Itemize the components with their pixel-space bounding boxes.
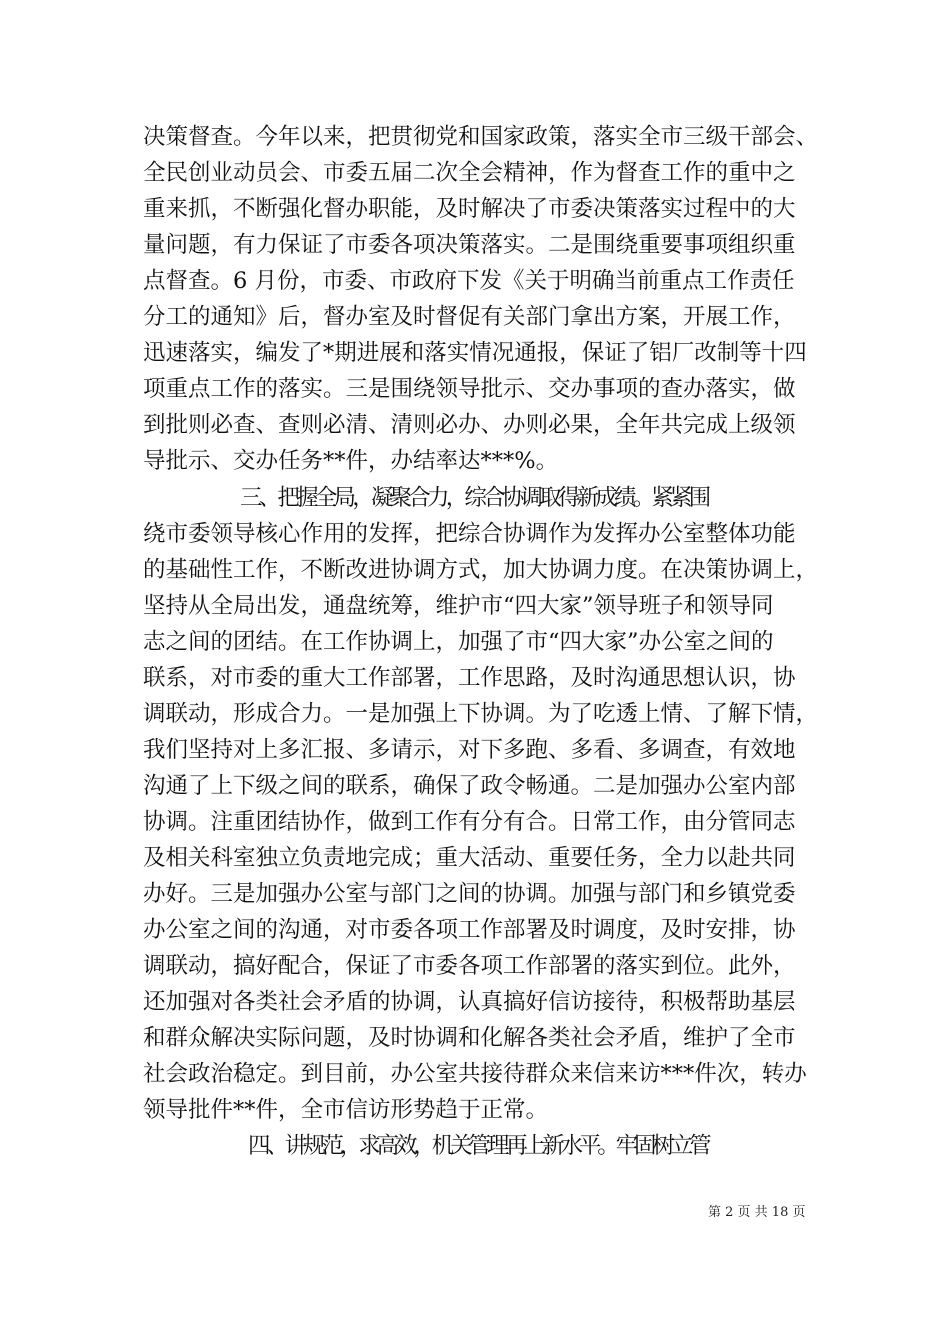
- body-text-line: 沟通了上下级之间的联系，确保了政令畅通。二是加强办公室内部: [143, 773, 796, 799]
- body-text-line: 迅速落实，编发了*期进展和落实情况通报，保证了铝厂改制等十四: [143, 340, 807, 366]
- body-text-line: 四、讲规范，求高效，机关管理再上新水平。牢固树立管: [248, 1133, 708, 1159]
- body-text-line: 重来抓，不断强化督办职能，及时解决了市委决策落实过程中的大: [143, 196, 796, 222]
- body-text-line: 决策督查。今年以来，把贯彻党和国家政策，落实全市三级干部会、: [143, 124, 819, 150]
- body-text-line: 及相关科室独立负责地完成；重大活动、重要任务，全力以赴共同: [143, 845, 796, 871]
- body-text-line: 办公室之间的沟通，对市委各项工作部署及时调度，及时安排，协: [143, 917, 796, 943]
- body-text-line: 和群众解决实际问题，及时协调和化解各类社会矛盾，维护了全市: [143, 1025, 796, 1051]
- body-text-line: 我们坚持对上多汇报、多请示，对下多跑、多看、多调查，有效地: [143, 737, 796, 763]
- body-text-line: 联系，对市委的重大工作部署，工作思路，及时沟通思想认识，协: [143, 665, 796, 691]
- body-text-line: 到批则必查、查则必清、清则必办、办则必果，全年共完成上级领: [143, 412, 796, 438]
- body-text-line: 点督查。6 月份，市委、市政府下发《关于明确当前重点工作责任: [143, 268, 795, 294]
- body-text-line: 绕市委领导核心作用的发挥，把综合协调作为发挥办公室整体功能: [143, 521, 796, 547]
- body-text-line: 量问题，有力保证了市委各项决策落实。二是围绕重要事项组织重: [143, 232, 796, 258]
- body-text-line: 坚持从全局出发，通盘统筹，维护市“四大家”领导班子和领导同: [143, 593, 774, 619]
- body-text-line: 导批示、交办任务**件，办结率达***%。: [143, 448, 559, 474]
- body-text-line: 还加强对各类社会矛盾的协调，认真搞好信访接待，积极帮助基层: [143, 989, 796, 1015]
- body-text-line: 协调。注重团结协作，做到工作有分有合。日常工作，由分管同志: [143, 809, 796, 835]
- body-text-line: 分工的通知》后，督办室及时督促有关部门拿出方案，开展工作，: [143, 304, 796, 330]
- body-text-line: 办好。三是加强办公室与部门之间的协调。加强与部门和乡镇党委: [143, 881, 796, 907]
- body-text-line: 调联动，形成合力。一是加强上下协调。为了吃透上情、了解下情，: [143, 701, 819, 727]
- body-text-line: 三、把握全局，凝聚合力，综合协调取得新成绩。紧紧围: [240, 485, 708, 511]
- body-text-line: 的基础性工作，不断改进协调方式，加大协调力度。在决策协调上，: [143, 557, 819, 583]
- body-text-line: 全民创业动员会、市委五届二次全会精神，作为督查工作的重中之: [143, 160, 796, 186]
- body-text-line: 社会政治稳定。到目前，办公室共接待群众来信来访***件次，转办: [143, 1061, 807, 1087]
- body-text-line: 志之间的团结。在工作协调上，加强了市“四大家”办公室之间的: [143, 629, 774, 655]
- body-text-line: 项重点工作的落实。三是围绕领导批示、交办事项的查办落实，做: [143, 376, 796, 402]
- body-text-line: 调联动，搞好配合，保证了市委各项工作部署的落实到位。此外，: [143, 953, 796, 979]
- body-text-line: 领导批件**件，全市信访形势趋于正常。: [143, 1097, 549, 1123]
- page-number-footer: 第 2 页 共 18 页: [708, 1205, 806, 1220]
